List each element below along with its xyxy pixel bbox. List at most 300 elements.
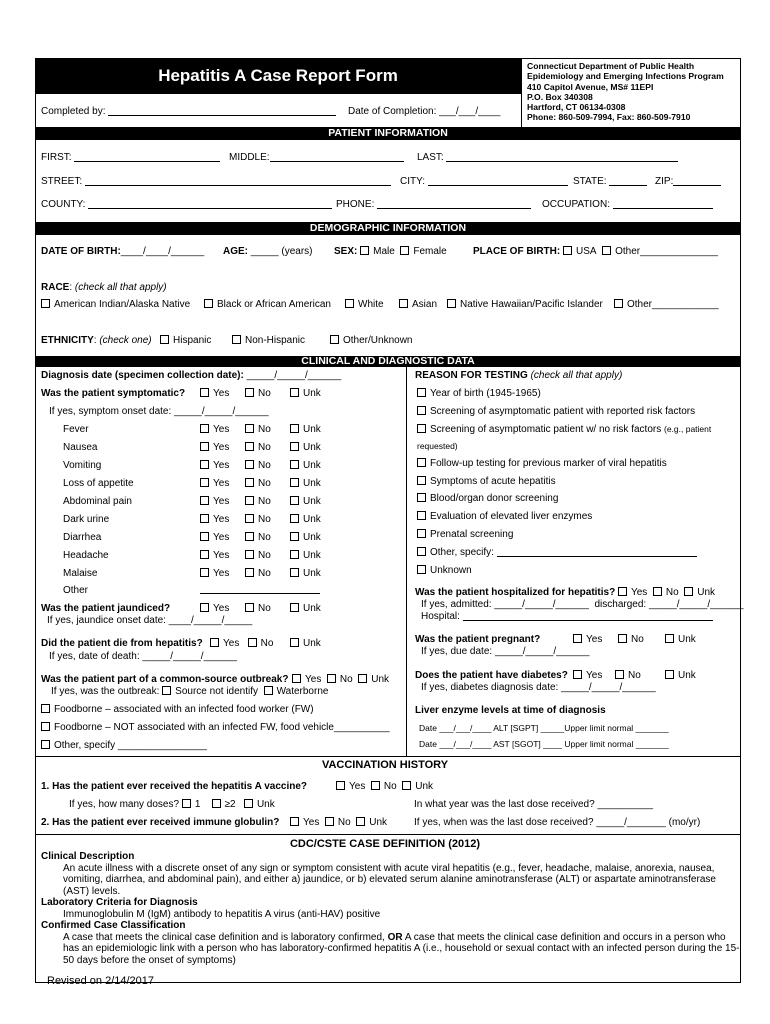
symptomatic-no-option[interactable] <box>245 388 271 399</box>
headache-yes-option[interactable] <box>200 550 229 561</box>
state-row: STATE: <box>573 176 647 187</box>
ethnicity-checkbox[interactable] <box>232 335 241 344</box>
dept-line: Epidemiology and Emerging Infections Program <box>527 71 724 82</box>
reason-checkbox[interactable] <box>417 547 426 556</box>
diabetes-date-label: If yes, diabetes diagnosis date: <box>421 682 559 693</box>
age-field[interactable]: _____ <box>250 246 279 257</box>
age-unit: (years) <box>281 246 313 257</box>
occupation-field[interactable] <box>613 208 713 209</box>
symptomatic-yes-checkbox[interactable] <box>200 388 209 397</box>
onset-date-field[interactable]: _____/_____/______ <box>174 406 269 417</box>
diarrhea-yes-option[interactable] <box>200 532 229 543</box>
pregnant-options <box>573 634 602 645</box>
malaise-no-checkbox[interactable] <box>245 568 254 577</box>
admitted-field[interactable]: _____/_____/______ <box>494 599 589 610</box>
last-dose-row <box>414 799 653 810</box>
first-label: FIRST <box>41 152 69 163</box>
no-label: No <box>260 638 274 649</box>
headache-yes-checkbox[interactable] <box>200 550 209 559</box>
reason-option[interactable] <box>417 388 541 399</box>
waterborne-checkbox[interactable] <box>264 686 273 695</box>
ethnicity-option[interactable] <box>160 335 211 346</box>
malaise-unk-option[interactable] <box>290 568 321 579</box>
alt-row[interactable]: Date ___/___/____ ALT [SGPT] _____Upper limit normal _______ <box>419 723 669 733</box>
ethnicity-note: (check one) <box>99 335 152 346</box>
race-checkbox[interactable] <box>447 299 456 308</box>
ethnicity-checkbox[interactable] <box>160 335 169 344</box>
case-definition <box>41 851 741 966</box>
county-label: COUNTY <box>41 199 83 210</box>
city-row: CITY: <box>400 176 568 187</box>
zip-field[interactable] <box>673 185 721 186</box>
outbreak-type-label: If yes, was the outbreak: <box>51 686 160 697</box>
hosp-unk-checkbox[interactable] <box>684 587 693 596</box>
nausea-no-option[interactable] <box>245 442 271 453</box>
abdominal-pain-no-option[interactable] <box>245 496 271 507</box>
diarrhea-unk-option[interactable] <box>290 532 321 543</box>
race-option-label: American Indian/Alaska Native <box>54 299 191 310</box>
malaise-unk-checkbox[interactable] <box>290 568 299 577</box>
last-label: LAST <box>417 152 441 163</box>
diarrhea-no-checkbox[interactable] <box>245 532 254 541</box>
yes-label: Yes <box>213 424 230 435</box>
pregnant-no <box>618 634 644 645</box>
vomiting-yes-checkbox[interactable] <box>200 460 209 469</box>
dark-urine-no-checkbox[interactable] <box>245 514 254 523</box>
outbreak-other-checkbox[interactable] <box>41 740 50 749</box>
unk-label: Unk <box>303 638 321 649</box>
no-label: No <box>258 550 271 561</box>
no-label: No <box>383 781 397 792</box>
abdominal-pain-yes-option[interactable] <box>200 496 229 507</box>
fever-unk-option[interactable] <box>290 424 321 435</box>
race-option[interactable] <box>204 299 331 310</box>
reason-option[interactable] <box>417 547 697 558</box>
source-not-id-checkbox[interactable] <box>162 686 171 695</box>
fever-yes-option[interactable] <box>200 424 229 435</box>
no-label: No <box>258 514 271 525</box>
fever-unk-checkbox[interactable] <box>290 424 299 433</box>
ig-unk-checkbox[interactable] <box>356 817 365 826</box>
dose-unk-checkbox[interactable] <box>244 799 253 808</box>
female-label: Female <box>413 246 447 257</box>
unk-label: Unk <box>256 799 275 810</box>
jaundice-onset-label: If yes, jaundice onset date: <box>47 615 166 626</box>
hospital-field[interactable] <box>463 620 713 621</box>
symptom-label: Dark urine <box>63 514 110 525</box>
symptom-other-field[interactable] <box>200 584 320 595</box>
clinical-divider <box>406 367 407 756</box>
reason-checkbox[interactable] <box>417 529 426 538</box>
preg-unk-checkbox[interactable] <box>665 634 674 643</box>
no-label: No <box>258 460 271 471</box>
usa-checkbox[interactable] <box>563 246 572 255</box>
reason-eg-cont: requested) <box>417 441 458 451</box>
dept-line: 410 Capitol Avenue, MS# 11EPI <box>527 81 654 92</box>
death-date-row <box>49 651 237 662</box>
jaundiced-unk-option[interactable] <box>290 603 321 614</box>
death-date-label: If yes, date of death: <box>49 651 140 662</box>
section-rule <box>35 756 741 757</box>
race-label: RACE <box>41 282 70 293</box>
preg-yes-checkbox[interactable] <box>573 634 582 643</box>
outbreak-no-checkbox[interactable] <box>327 674 336 683</box>
jaundiced-yes-checkbox[interactable] <box>200 603 209 612</box>
dark-urine-yes-checkbox[interactable] <box>200 514 209 523</box>
race-checkbox[interactable] <box>399 299 408 308</box>
reason-option[interactable] <box>417 476 556 487</box>
unk-label: Unk <box>303 550 321 561</box>
last-name-field[interactable] <box>446 161 678 162</box>
reason-option-label: Screening of asymptomatic patient w/ no risk factors <box>430 424 662 435</box>
foodborne-not-label: Foodborne – NOT associated with an infected FW, food vehicle__________ <box>54 722 390 733</box>
diab-unk-checkbox[interactable] <box>665 670 674 679</box>
no-label: No <box>258 478 271 489</box>
died-unk-checkbox[interactable] <box>290 638 299 647</box>
loss-of-appetite-unk-option[interactable] <box>290 478 321 489</box>
no-label: No <box>258 568 271 579</box>
dob-row <box>41 246 204 257</box>
yes-label: Yes <box>213 460 230 471</box>
jaundiced-no-option[interactable] <box>245 603 271 614</box>
outbreak-other-option[interactable] <box>41 740 207 751</box>
nausea-yes-checkbox[interactable] <box>200 442 209 451</box>
city-label: CITY <box>400 176 423 187</box>
unk-label: Unk <box>697 587 716 598</box>
ig-question: 2. Has the patient ever received immune globulin? <box>41 817 280 828</box>
jaundice-onset-row <box>47 615 252 626</box>
race-option[interactable] <box>614 299 719 310</box>
vomiting-no-option[interactable] <box>245 460 271 471</box>
phone-field[interactable] <box>377 208 531 209</box>
race-option-label: Black or African American <box>217 299 331 310</box>
ig-when-label: If yes, when was the last dose received? <box>414 817 594 828</box>
preg-no-checkbox[interactable] <box>618 634 627 643</box>
middle-name-row: MIDDLE: <box>229 152 404 163</box>
no-label: No <box>258 603 271 614</box>
admitted-label: If yes, admitted: <box>421 599 492 610</box>
death-date-field[interactable]: _____/_____/______ <box>142 651 237 662</box>
died-options <box>210 638 273 649</box>
foodborne-fw-option[interactable] <box>41 704 314 715</box>
reason-option-label: Evaluation of elevated liver enzymes <box>430 511 593 522</box>
diabetes-question: Does the patient have diabetes? <box>415 670 568 681</box>
reason-checkbox[interactable] <box>417 458 426 467</box>
fever-no-option[interactable] <box>245 424 271 435</box>
street-field[interactable] <box>85 185 391 186</box>
revised-date: Revised on 2/14/2017 <box>47 975 155 987</box>
first-name-row: FIRST: <box>41 152 220 163</box>
vacc-unk-checkbox[interactable] <box>402 781 411 790</box>
malaise-no-option[interactable] <box>245 568 271 579</box>
sex-label: SEX: <box>334 246 358 257</box>
ig-no-checkbox[interactable] <box>325 817 334 826</box>
symptom-label: Fever <box>63 424 89 435</box>
dob-field[interactable]: ____/____/______ <box>120 246 205 257</box>
reason-option[interactable] <box>417 511 592 522</box>
reason-other-field[interactable] <box>497 556 697 557</box>
jaundiced-question: Was the patient jaundiced? <box>41 603 171 614</box>
abdominal-pain-unk-checkbox[interactable] <box>290 496 299 505</box>
confirmed-text-1: A case that meets the clinical case definition and is laboratory confirmed, <box>63 931 385 943</box>
due-date-row <box>421 646 590 657</box>
unk-label: Unk <box>303 478 321 489</box>
symptomatic-unk-checkbox[interactable] <box>290 388 299 397</box>
ig-yes-checkbox[interactable] <box>290 817 299 826</box>
hospital-row <box>421 611 713 622</box>
symptomatic-no-checkbox[interactable] <box>245 388 254 397</box>
unk-label: Unk <box>678 670 696 681</box>
dose1-checkbox[interactable] <box>182 799 191 808</box>
city-field[interactable] <box>428 185 568 186</box>
outbreak-unk-checkbox[interactable] <box>358 674 367 683</box>
reason-eg: (e.g., patient <box>664 424 712 434</box>
symptom-label: Diarrhea <box>63 532 102 543</box>
yes-label: Yes <box>213 514 230 525</box>
diarrhea-unk-checkbox[interactable] <box>290 532 299 541</box>
race-option[interactable] <box>345 299 384 310</box>
yes-label: Yes <box>213 568 230 579</box>
ig-when-row <box>414 817 700 828</box>
hosp-yes-checkbox[interactable] <box>618 587 627 596</box>
reason-checkbox[interactable] <box>417 406 426 415</box>
outbreak-type-row <box>51 686 328 697</box>
unk-label: Unk <box>303 496 321 507</box>
ethnicity-option[interactable] <box>330 335 412 346</box>
fever-yes-checkbox[interactable] <box>200 424 209 433</box>
vacc-no-checkbox[interactable] <box>371 781 380 790</box>
state-field[interactable] <box>609 185 647 186</box>
dob-label: DATE OF BIRTH: <box>41 246 121 257</box>
foodborne-fw-checkbox[interactable] <box>41 704 50 713</box>
headache-no-option[interactable] <box>245 550 271 561</box>
form-title: Hepatitis A Case Report Form <box>158 66 398 85</box>
reason-option[interactable] <box>417 406 695 417</box>
race-checkbox[interactable] <box>614 299 623 308</box>
outbreak-yes-checkbox[interactable] <box>292 674 301 683</box>
yes-label: Yes <box>303 817 320 828</box>
no-label: No <box>258 388 271 399</box>
jaundiced-yes-option[interactable] <box>200 603 229 614</box>
no-label: No <box>339 674 353 685</box>
reason-checkbox[interactable] <box>417 424 426 433</box>
reason-checkbox[interactable] <box>417 511 426 520</box>
occupation-row: OCCUPATION: <box>542 199 713 210</box>
completion-date-field[interactable]: ___/___/____ <box>439 106 501 117</box>
clinical-bar: CLINICAL AND DIAGNOSTIC DATA <box>35 356 741 367</box>
ig-options <box>290 817 387 828</box>
loss-of-appetite-yes-checkbox[interactable] <box>200 478 209 487</box>
jaundiced-no-checkbox[interactable] <box>245 603 254 612</box>
outbreak-question: Was the patient part of a common-source outbreak? <box>41 674 289 685</box>
loss-of-appetite-unk-checkbox[interactable] <box>290 478 299 487</box>
died-yes-checkbox[interactable] <box>210 638 219 647</box>
dark-urine-unk-option[interactable] <box>290 514 321 525</box>
yes-label: Yes <box>213 603 230 614</box>
hospitalized-label: Was the patient hospitalized for hepatitis? <box>415 587 616 598</box>
jaundice-onset-field[interactable]: ____/_____/_____ <box>168 615 253 626</box>
yes-label: Yes <box>213 550 230 561</box>
dept-line: Hartford, CT 06134-0308 <box>527 102 626 113</box>
reason-option-label: Prenatal screening <box>430 529 514 540</box>
reason-option[interactable] <box>417 529 513 540</box>
unk-label: Unk <box>303 388 321 399</box>
symptom-label: Loss of appetite <box>63 478 134 489</box>
completion-date-label: Date of Completion <box>348 106 434 117</box>
abdominal-pain-no-checkbox[interactable] <box>245 496 254 505</box>
unk-label: Unk <box>369 817 388 828</box>
reason-option-label: Unknown <box>430 565 472 576</box>
reason-option[interactable] <box>417 424 711 435</box>
vomiting-unk-option[interactable] <box>290 460 321 471</box>
race-option[interactable] <box>41 299 190 310</box>
ethnicity-option-label: Hispanic <box>173 335 212 346</box>
unk-label: Unk <box>678 634 696 645</box>
lab-criteria-text: Immunoglobulin M (IgM) antibody to hepatitis A virus (anti-HAV) positive <box>63 908 381 920</box>
symptom-label: Malaise <box>63 568 98 579</box>
headache-unk-option[interactable] <box>290 550 321 561</box>
diarrhea-no-option[interactable] <box>245 532 271 543</box>
due-date-field[interactable]: _____/_____/______ <box>494 646 590 657</box>
reason-option[interactable] <box>417 565 472 576</box>
reason-checkbox[interactable] <box>417 565 426 574</box>
died-no-checkbox[interactable] <box>248 638 257 647</box>
fever-no-checkbox[interactable] <box>245 424 254 433</box>
diabetes-date-field[interactable]: _____/_____/______ <box>561 682 656 693</box>
jaundiced-unk-checkbox[interactable] <box>290 603 299 612</box>
dose2-checkbox[interactable] <box>212 799 221 808</box>
headache-unk-checkbox[interactable] <box>290 550 299 559</box>
reason-option[interactable] <box>417 493 558 504</box>
unk-label: Unk <box>303 514 321 525</box>
vaccine-options <box>336 781 433 792</box>
clinical-description-heading: Clinical Description <box>41 851 135 862</box>
foodborne-not-checkbox[interactable] <box>41 722 50 731</box>
other-pob-label: Other______________ <box>615 246 718 257</box>
female-checkbox[interactable] <box>400 246 409 255</box>
diabetes-unk <box>665 670 696 681</box>
malaise-yes-option[interactable] <box>200 568 229 579</box>
dose1-label: 1 <box>194 799 201 810</box>
race-option[interactable] <box>447 299 603 310</box>
symptom-label: Headache <box>63 550 109 561</box>
section-rule <box>35 834 741 835</box>
male-checkbox[interactable] <box>360 246 369 255</box>
diagnosis-date-field[interactable]: _____/_____/______ <box>246 370 342 381</box>
loss-of-appetite-no-checkbox[interactable] <box>245 478 254 487</box>
nausea-yes-option[interactable] <box>200 442 229 453</box>
ast-row[interactable]: Date ___/___/____ AST [SGOT] ____ Upper limit normal _______ <box>419 739 669 749</box>
discharged-field[interactable]: _____/_____/______ <box>648 599 744 610</box>
race-option-label: White <box>358 299 384 310</box>
dept-line: P.O. Box 340308 <box>527 91 593 102</box>
hosp-no-checkbox[interactable] <box>653 587 662 596</box>
county-field[interactable] <box>88 208 332 209</box>
completed-by-field[interactable] <box>108 115 336 116</box>
first-name-field[interactable] <box>74 161 220 162</box>
diagnosis-date-label: Diagnosis date (specimen collection date): <box>41 370 244 381</box>
ig-when-field[interactable]: _____/_______ (mo/yr) <box>596 817 701 828</box>
last-name-row: LAST: <box>417 152 678 163</box>
diarrhea-yes-checkbox[interactable] <box>200 532 209 541</box>
title-bar <box>35 58 521 94</box>
dept-line: Phone: 860-509-7994, Fax: 860-509-7910 <box>527 112 691 123</box>
no-label: No <box>258 532 271 543</box>
vomiting-unk-checkbox[interactable] <box>290 460 299 469</box>
dark-urine-yes-option[interactable] <box>200 514 229 525</box>
middle-label: MIDDLE <box>229 152 267 163</box>
nausea-unk-option[interactable] <box>290 442 321 453</box>
malaise-yes-checkbox[interactable] <box>200 568 209 577</box>
completed-by-label: Completed by <box>41 106 103 117</box>
doses-row <box>69 799 275 810</box>
zip-row: ZIP: <box>655 176 721 187</box>
vomiting-no-checkbox[interactable] <box>245 460 254 469</box>
symptomatic-yes-option[interactable] <box>200 388 229 399</box>
dark-urine-no-option[interactable] <box>245 514 271 525</box>
foodborne-fw-label: Foodborne – associated with an infected food worker (FW) <box>54 704 314 715</box>
diabetes-options <box>573 670 602 681</box>
onset-date-row <box>49 406 269 417</box>
reason-option[interactable] <box>417 458 667 469</box>
reason-option-label: Follow-up testing for previous marker of viral hepatitis <box>430 458 667 469</box>
no-label: No <box>631 634 644 645</box>
loss-of-appetite-no-option[interactable] <box>245 478 271 489</box>
reason-checkbox[interactable] <box>417 493 426 502</box>
ethnicity-label: ETHNICITY <box>41 335 94 346</box>
reason-option-label: Blood/organ donor screening <box>430 493 559 504</box>
diab-no-checkbox[interactable] <box>615 670 624 679</box>
race-checkbox[interactable] <box>204 299 213 308</box>
vacc-yes-checkbox[interactable] <box>336 781 345 790</box>
zip-label: ZIP <box>655 176 671 187</box>
pob-row <box>473 246 718 257</box>
middle-name-field[interactable] <box>270 161 404 162</box>
diab-yes-checkbox[interactable] <box>573 670 582 679</box>
abdominal-pain-yes-checkbox[interactable] <box>200 496 209 505</box>
hospitalized-question <box>415 587 715 598</box>
headache-no-checkbox[interactable] <box>245 550 254 559</box>
race-option[interactable] <box>399 299 437 310</box>
phone-row: PHONE: <box>336 199 531 210</box>
loss-of-appetite-yes-option[interactable] <box>200 478 229 489</box>
reason-option-label: Other, specify: <box>430 547 494 558</box>
nausea-unk-checkbox[interactable] <box>290 442 299 451</box>
abdominal-pain-unk-option[interactable] <box>290 496 321 507</box>
foodborne-not-option[interactable] <box>41 722 390 733</box>
symptom-label: Nausea <box>63 442 98 453</box>
no-label: No <box>258 424 271 435</box>
reason-checkbox[interactable] <box>417 476 426 485</box>
county-row: COUNTY: <box>41 199 332 210</box>
last-dose-field[interactable]: __________ <box>597 799 654 810</box>
no-label: No <box>665 587 679 598</box>
race-checkbox[interactable] <box>345 299 354 308</box>
dark-urine-unk-checkbox[interactable] <box>290 514 299 523</box>
race-checkbox[interactable] <box>41 299 50 308</box>
ethnicity-option[interactable] <box>232 335 305 346</box>
completed-by-row: Completed by: <box>41 106 336 117</box>
symptomatic-unk-option[interactable] <box>290 388 321 399</box>
race-heading: RACE: (check all that apply) <box>41 282 167 293</box>
reason-checkbox[interactable] <box>417 388 426 397</box>
age-label: AGE: <box>223 246 248 257</box>
ethnicity-checkbox[interactable] <box>330 335 339 344</box>
vomiting-yes-option[interactable] <box>200 460 229 471</box>
nausea-no-checkbox[interactable] <box>245 442 254 451</box>
reason-option-label: Year of birth (1945-1965) <box>430 388 541 399</box>
other-pob-checkbox[interactable] <box>602 246 611 255</box>
